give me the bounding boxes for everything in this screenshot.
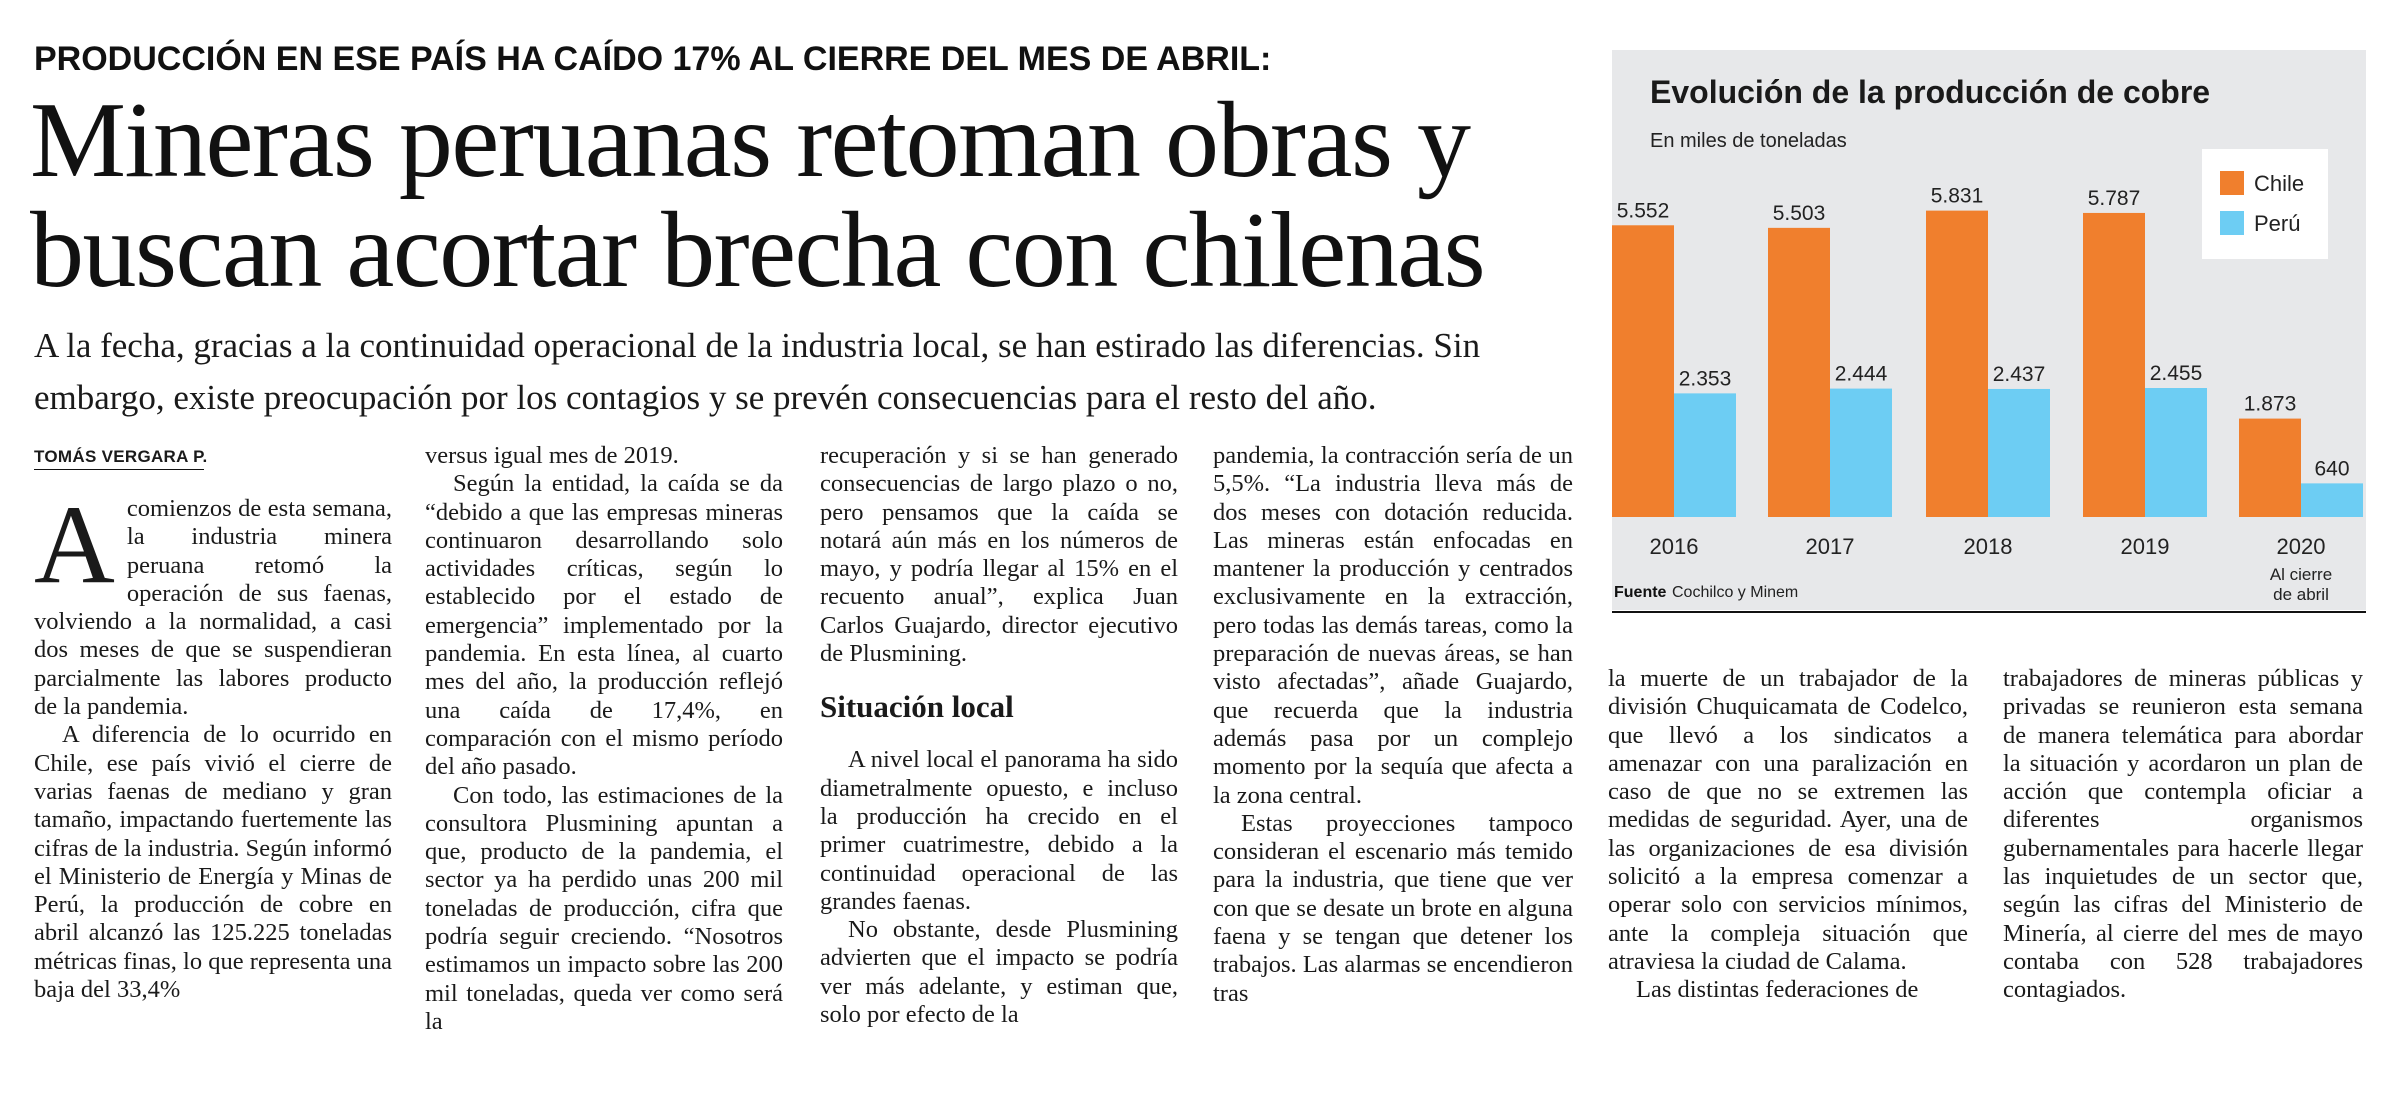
legend-box (2202, 149, 2328, 259)
data-label: 5.831 (1930, 184, 1984, 208)
headline-line-2: buscan acortar brecha con chilenas (30, 191, 1485, 310)
text-column-4 (1213, 442, 1573, 1008)
bar-chile-2018 (1926, 211, 1988, 517)
bar-chile-2019 (2083, 213, 2145, 517)
data-label: 2.455 (2149, 362, 2203, 386)
drop-cap: A (34, 483, 115, 607)
article-byline: TOMÁS VERGARA P. (34, 447, 204, 470)
data-label: 5.552 (1616, 199, 1670, 223)
headline-line-1: Mineras peruanas retoman obras y (30, 81, 1470, 200)
text-column-3 (820, 442, 1178, 1029)
paragraph: Según la entidad, la caída se da “debido a que las empresas mineras continuaron desarrollando solo actividades críticas, según lo establecido por el estado de emergencia” implementado por la pandemia. En esta línea, al cuarto mes del año, la producción reflejó una caída de 17,4%, en comparación con el mismo período del año pasado. (425, 470, 783, 781)
bar-peru-2020 (2301, 483, 2363, 517)
tick-label-2018: 2018 (1963, 534, 2013, 559)
paragraph: Las distintas federaciones de (1636, 976, 1919, 1004)
article-deck: A la fecha, gracias a la continuidad operacional de la industria local, se han estirado las diferencias. Sin embargo, existe preocupación por los contagios y se prevén consecuencias para el resto del año. (34, 326, 1481, 417)
data-label: 640 (2314, 457, 2350, 481)
tick-label-2020: 2020 (2276, 534, 2326, 559)
tick-label-2017: 2017 (1805, 534, 1855, 559)
paragraph: Estas proyecciones tampoco consideran el escenario más temido para la industria, que tiene que ver con que se desate un brote en alguna faena y se tengan que detener los trabajos. Las alarmas se encendieron tras (1213, 809, 1573, 1007)
text-column-1 (34, 483, 392, 1004)
tick-note: de abril (2273, 585, 2329, 604)
data-label: 1.873 (2243, 392, 2297, 416)
bar-peru-2017 (1830, 389, 1892, 517)
bar-chile-2016 (1612, 225, 1674, 517)
paragraph: Acomienzos de esta semana, la industria minera peruana retomó la operación de sus faenas, volviendo a la normalidad, a casi dos meses de que se suspendieran parcialmente las labores producto de la pandemia. (34, 483, 392, 721)
copper-production-infographic (1612, 50, 2366, 610)
paragraph: pandemia, la contracción sería de un 5,5%. “La industria lleva más de dos meses con dotación reducida. Las mineras están enfocadas en mantener la producción y centrados exclusivamente en la extracción, pero todas las demás tareas, como la preparación de nuevas áreas, se han visto afectadas”, añade Guajardo, que recuerda que la industria además pasa por un complejo momento por la sequía que afecta a la zona central. (1213, 442, 1573, 809)
paragraph: versus igual mes de 2019. (425, 442, 679, 469)
bar-chile-2017 (1768, 228, 1830, 517)
data-label: 5.787 (2087, 186, 2141, 210)
subheading: Situación local (820, 689, 1014, 725)
article-headline (30, 81, 1600, 310)
legend-swatch-0 (2220, 171, 2244, 195)
chart-subtitle: En miles de toneladas (1650, 130, 1847, 152)
paragraph: trabajadores de mineras públicas y privadas se reunieron esta semana de manera telemática para abordar la situación y acordaron un plan de acción que contempla oficiar a diferentes organismos gubernamentales para hacerle llegar las inquietudes de un sector que, según las cifras del Ministerio de Minería, al cierre del mes de mayo contaba con 528 trabajadores contagiados. (2003, 665, 2363, 1004)
paragraph: A diferencia de lo ocurrido en Chile, ese país vivió el cierre de varias faenas de mediano y gran tamaño, impactando fuertemente las cifras de la industria. Según informó el Ministerio de Energía y Minas de Perú, la producción de cobre en abril alcanzó las 125.225 toneladas métricas finas, lo que representa una baja del 33,4% (34, 721, 392, 1004)
paragraph: A nivel local el panorama ha sido diametralmente opuesto, e incluso la producción ha crecido en el primer cuatrimestre, debido a la continuidad operacional de las grandes faenas. (820, 746, 1178, 915)
data-label: 2.444 (1834, 362, 1888, 386)
tick-label-2019: 2019 (2120, 534, 2170, 559)
tick-label-2016: 2016 (1649, 534, 1699, 559)
tick-note: Al cierre (2269, 565, 2333, 584)
bar-peru-2019 (2145, 388, 2207, 517)
bar-peru-2016 (1674, 393, 1736, 517)
text-column-2 (425, 442, 783, 1036)
article-kicker: PRODUCCIÓN EN ESE PAÍS HA CAÍDO 17% AL CIERRE DEL MES DE ABRIL: (34, 40, 1272, 78)
paragraph: Con todo, las estimaciones de la consultora Plusmining apuntan a que, producto de la pandemia, el sector ya ha perdido unas 200 mil toneladas de producción, cifra que podría seguir creciendo. “Nosotros estimamos un impacto sobre las 200 mil toneladas, queda ver como será la (425, 781, 783, 1035)
bar-chile-2020 (2239, 419, 2301, 517)
bar-chart (1612, 50, 2366, 610)
source-label: Fuente (1614, 584, 1667, 601)
source-text: Cochilco y Minem (1672, 584, 1799, 601)
paragraph: recuperación y si se han generado consecuencias de largo plazo o no, pero pensamos que la caída se notará aún más en los números de mayo, y podría llegar al 15% en el recuento anual”, explica Juan Carlos Guajardo, director ejecutivo de Plusmining. (820, 442, 1178, 668)
text-column-5 (1608, 665, 1968, 1005)
legend-swatch-1 (2220, 211, 2244, 235)
data-label: 2.353 (1678, 367, 1732, 391)
bar-peru-2018 (1988, 389, 2050, 517)
data-label: 2.437 (1992, 362, 2046, 386)
chart-title: Evolución de la producción de cobre (1650, 74, 2211, 110)
legend-label: Chile (2254, 171, 2305, 196)
paragraph: No obstante, desde Plusmining advierten que el impacto se podría ver más adelante, y estiman que, solo por efecto de la (820, 916, 1178, 1029)
paragraph: la muerte de un trabajador de la división Chuquicamata de Codelco, que llevó a los sindicatos a amenazar con una paralización en caso de que no se extremen las medidas de seguridad. Ayer, una de las organizaciones de esa división solicitó a la empresa comenzar a operar solo con servicios mínimos, ante la compleja situación que atraviesa la ciudad de Calama. (1608, 665, 1968, 975)
text-column-6 (2003, 665, 2363, 1005)
data-label: 5.503 (1772, 201, 1826, 225)
legend-label: Perú (2254, 211, 2301, 236)
infographic-bottom-rule (1612, 611, 2366, 613)
